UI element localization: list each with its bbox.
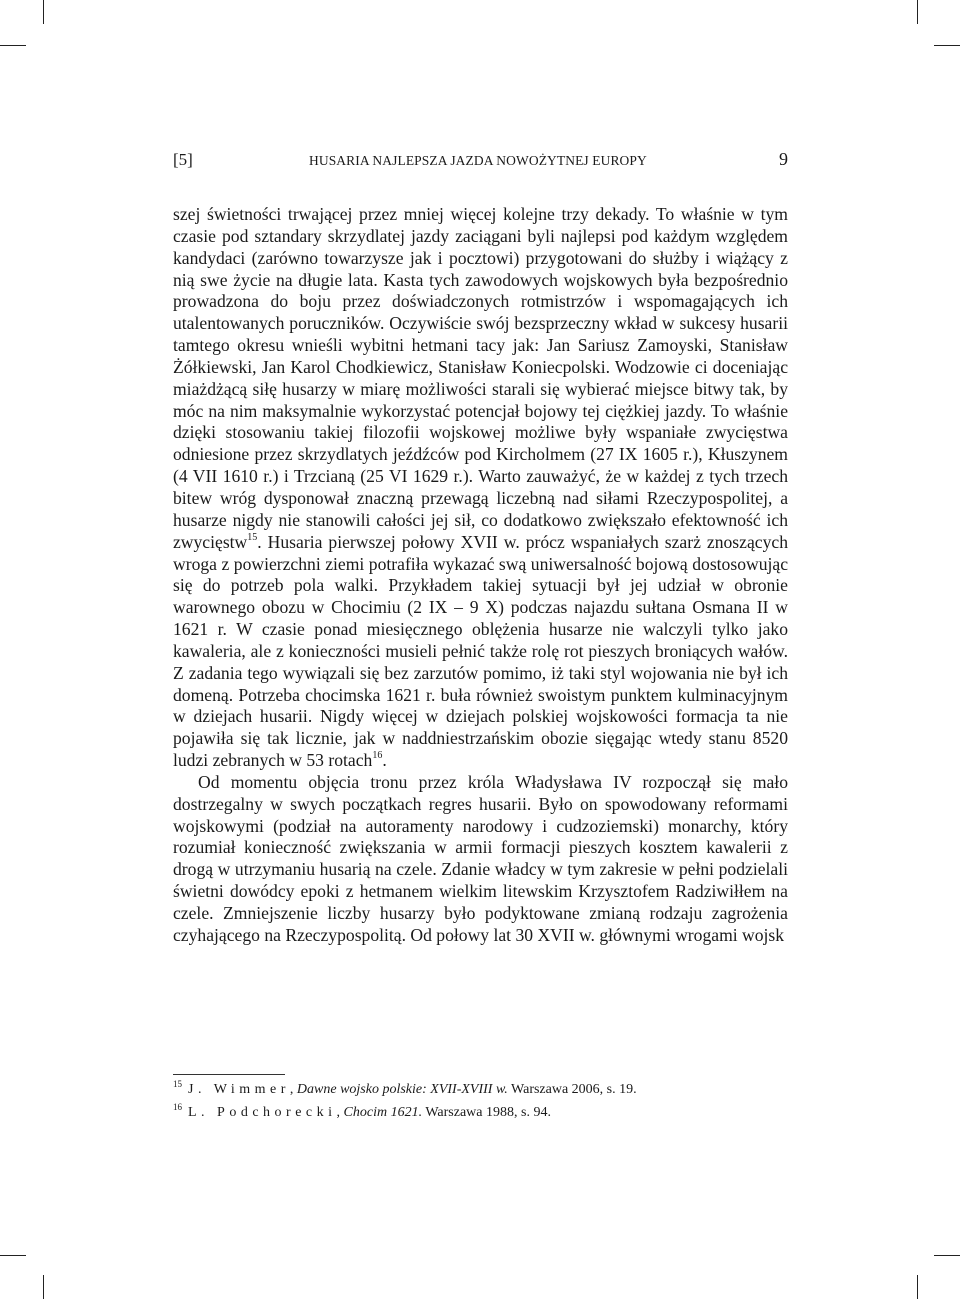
footnote-ref: 16 (372, 750, 383, 762)
crop-mark (43, 1275, 44, 1299)
footnote (173, 1078, 788, 1101)
footnote-author: J. Wimmer (188, 1082, 290, 1097)
footnote-separator: , (289, 1082, 297, 1097)
paragraph-text: szej świetności trwającej przez mniej więcej kolejne trzy dekady. To właśnie w tym czasie pod sztandary skrzydlatej jazdy zaciągani byli najlepsi pod każdym względem kandydaci (zarówno towarzysze jak i pocztowi) przygotowani do służby i wiążący z nią swe życie na długie lata. Kasta tych zawodowych wojskowych była bezpośrednio prowadzona do boju przez doświadczonych rotmistrzów i wspomagających ich utalentowanych poruczników. Oczywiście swój bezsprzeczny wkład w sukcesy husarii tamtego okresu wnieśli wybitni hetmani tacy jak: Jan Sariusz Zamoyski, Stanisław Żółkiewski, Jan Karol Chodkiewicz, Stanisław Koniecpolski. Wodzowie ci doceniając miażdżącą siłę husarzy w miarę możliwości starali się wybierać miejsce bitwy tak, by móc na nim maksymalnie wykorzystać potencjał bojowy tej ciężkiej jazdy. To właśnie dzięki stosowaniu takiej filozofii wojskowej możliwe były wspaniałe zwycięstwa odniesione przez skrzydlatych jeźdźców pod Kircholmem (27 IX 1605 r.), Kłuszynem (4 VII 1610 r.) i Trzcianą (25 VI 1629 r.). Warto zauważyć, że w każdej z tych trzech bitew wróg dysponował znaczną przewagą liczebną nad siłami Rzeczypospolitej, a husarze nigdy nie stanowili całości jej sił, co dodatkowo zwiększało efektowność ich zwycięstw (173, 204, 788, 552)
crop-mark (0, 45, 26, 46)
footnote-number: 16 (173, 1102, 182, 1113)
body-text (173, 204, 788, 947)
footnote-details: Warszawa 2006, s. 19. (507, 1082, 637, 1097)
footnote-separator: , (336, 1105, 344, 1120)
paragraph-text: . Husaria pierwszej połowy XVII w. prócz wspaniałych szarż znoszących wroga z powierzchni ziemi potrafiła wykazać swą uniwersalność bojową dostosowując się do potrzeb pola walki. Przykładem takiej sytuacji był jej udział w obronie warownego obozu w Chocimiu (2 IX – 9 X) podczas najazdu sułtana Osmana II w 1621 r. W czasie ponad miesięcznego oblężenia husarze nie walczyli tylko jako kawaleria, ale z konieczności musieli pełnić także rolę rot pieszych broniących wałów. Z zadania tego wywiązali się bez zarzutów pomimo, iż taki styl wojowania nie był ich domeną. Potrzeba chocimska 1621 r. buła również swoistym punktem kulminacyjnym w dziejach husarii. Nigdy więcej w dziejach polskiej wojskowości formacja ta nie pojawiła się tak licznie, jak w naddniestrzańskim obozie sięgając wtedy stanu 8520 ludzi zebranych w 53 rotach (173, 531, 788, 771)
footnote (173, 1101, 788, 1124)
footnote-author: L. Podchorecki (188, 1105, 337, 1120)
paragraph-text: . (382, 750, 387, 771)
footnote-number: 15 (173, 1079, 182, 1090)
footnote-details: Warszawa 1988, s. 94. (422, 1105, 551, 1120)
footnote-work-title: Chocim 1621. (343, 1105, 423, 1120)
footnotes (173, 1078, 788, 1124)
crop-mark (43, 0, 44, 24)
crop-mark (917, 0, 918, 24)
footnote-divider (173, 1074, 285, 1075)
paragraph (173, 204, 788, 772)
footnote-ref: 15 (247, 531, 258, 543)
paragraph: Od momentu objęcia tronu przez króla Władysława IV rozpoczął się mało dostrzegalny w swych początkach regres husarii. Było on spowodowany reformami wojskowymi (podział na autoramenty narodowy i cudzoziemski) monarchy, który rozumiał konieczność zwiększania w armii formacji pieszych kosztem kawalerii z drogą w utrzymaniu husarią na czele. Zdanie władcy w tym zakresie w pełni podzielali świetni dowódcy epoki z hetmanem wielkim litewskim Krzysztofem Radziwiłłem na czele. Zmniejszenie liczby husarzy było podyktowane zmianą rodzaju zagrożenia czyhającego na Rzeczypospolitą. Od połowy lat 30 XVII w. głównymi wrogami wojsk (173, 771, 788, 945)
crop-mark (934, 45, 960, 46)
crop-mark (917, 1275, 918, 1299)
section-number: [5] (173, 150, 193, 169)
running-title: HUSARIA NAJLEPSZA JAZDA NOWOŻYTNEJ EUROPY (309, 153, 647, 168)
crop-mark (934, 1255, 960, 1256)
footnote-work-title: Dawne wojsko polskie: XVII-XVIII w. (296, 1082, 508, 1097)
page-number: 9 (779, 149, 788, 169)
crop-mark (0, 1255, 26, 1256)
running-head (173, 150, 788, 174)
